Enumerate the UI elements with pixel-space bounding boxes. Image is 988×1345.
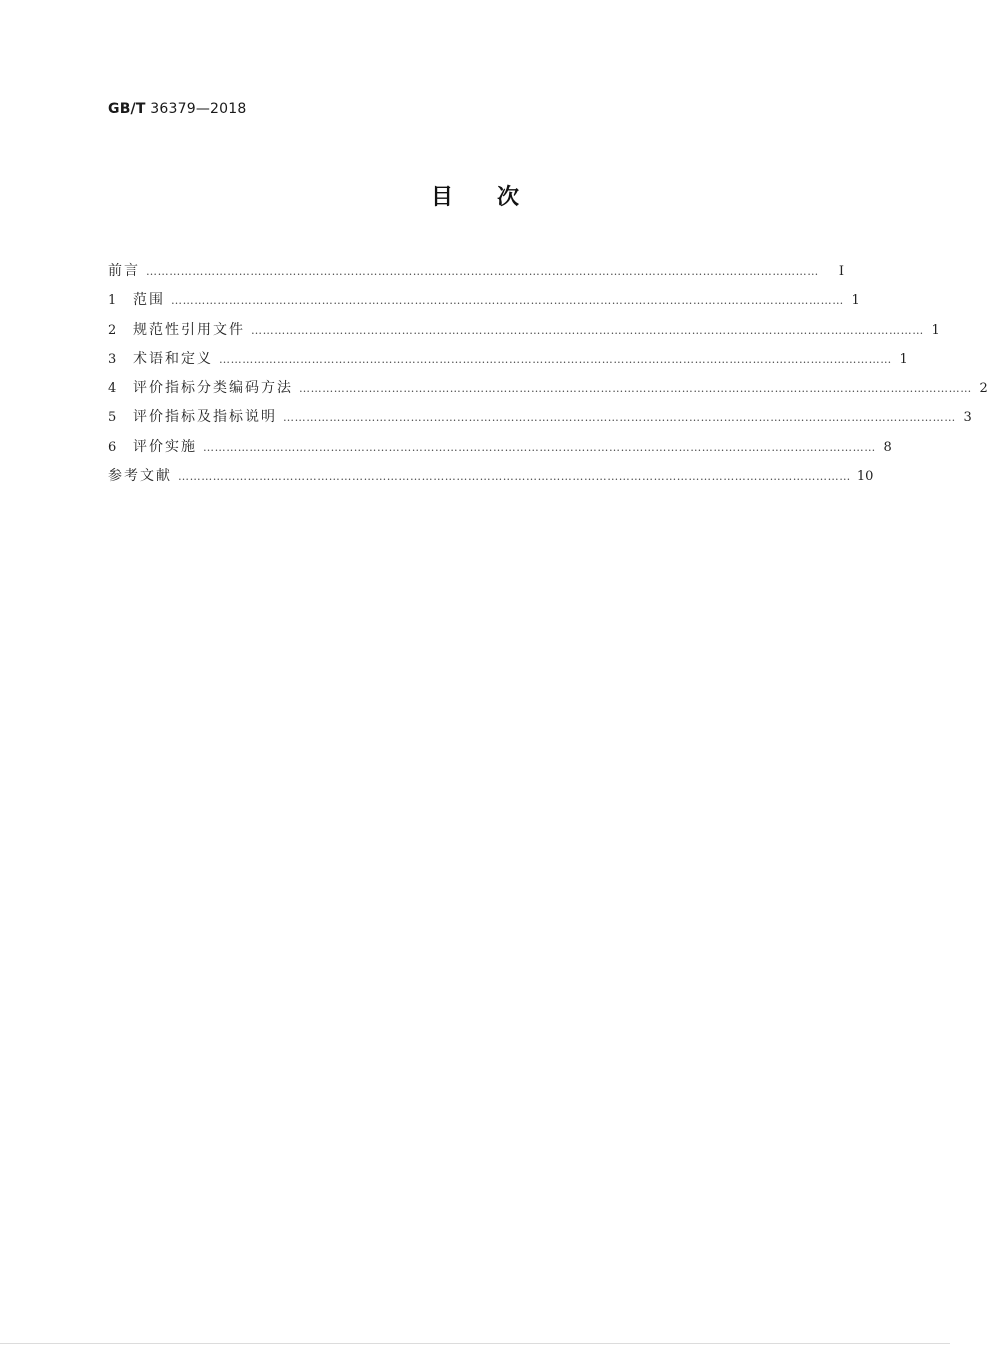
toc-entry-label: 规范性引用文件 <box>133 321 245 338</box>
page-bottom-edge <box>0 1343 950 1344</box>
standard-code <box>108 101 246 117</box>
toc-entry-implementation[interactable] <box>108 437 892 466</box>
toc-entry-number: 3 <box>108 351 117 367</box>
toc-entry-page: Ⅰ <box>838 264 844 279</box>
standard-prefix: GB/T <box>108 101 146 117</box>
toc-entry-number: 5 <box>108 410 117 426</box>
toc-entry-page: 1 <box>851 293 860 309</box>
toc-entry-page: 8 <box>883 439 892 455</box>
toc-entry-page: 1 <box>931 322 940 338</box>
toc-entry-label: 评价指标分类编码方法 <box>133 380 293 397</box>
toc-leader-dots: ………………………………………………………………………………………………………………………………………………………… <box>203 440 876 454</box>
toc-entry-classification-coding[interactable] <box>108 378 988 407</box>
toc-entry-scope[interactable] <box>108 290 860 319</box>
toc-entry-normative-references[interactable] <box>108 320 940 349</box>
toc-entry-indicators-description[interactable] <box>108 407 972 436</box>
toc-entry-label: 前言 <box>108 263 140 279</box>
toc-entry-label: 评价指标及指标说明 <box>133 409 277 426</box>
toc-leader-dots: ………………………………………………………………………………………………………………………………………………………… <box>251 323 924 337</box>
toc-leader-dots: ………………………………………………………………………………………………………………………………………………………… <box>146 265 819 278</box>
toc-entry-number: 6 <box>108 439 117 455</box>
toc-entry-page: 2 <box>979 381 988 397</box>
standard-number: 36379—2018 <box>150 101 247 117</box>
toc-leader-dots: ………………………………………………………………………………………………………………………………………………………… <box>299 382 972 396</box>
toc-entry-page: 10 <box>856 469 874 485</box>
toc-leader-dots: ………………………………………………………………………………………………………………………………………………………… <box>178 470 851 484</box>
toc-entry-bibliography[interactable] <box>108 466 874 495</box>
toc-entry-foreword[interactable] <box>108 261 844 290</box>
toc-entry-label: 范围 <box>133 292 165 309</box>
toc-leader-dots: ………………………………………………………………………………………………………………………………………………………… <box>219 352 892 366</box>
toc-leader-dots: ………………………………………………………………………………………………………………………………………………………… <box>171 294 844 308</box>
toc-entry-number: 1 <box>108 293 117 309</box>
toc-leader-dots: ………………………………………………………………………………………………………………………………………………………… <box>283 411 956 425</box>
toc-entry-page: 3 <box>963 410 972 426</box>
toc-entry-label: 评价实施 <box>133 438 197 455</box>
table-of-contents <box>108 261 988 495</box>
toc-entry-terms-definitions[interactable] <box>108 349 908 378</box>
toc-entry-label: 参考文献 <box>108 468 172 485</box>
toc-title: 目次 <box>430 185 563 210</box>
toc-entry-label: 术语和定义 <box>133 350 213 367</box>
toc-entry-page: 1 <box>899 351 908 367</box>
toc-entry-number: 2 <box>108 322 117 338</box>
toc-entry-number: 4 <box>108 381 117 397</box>
